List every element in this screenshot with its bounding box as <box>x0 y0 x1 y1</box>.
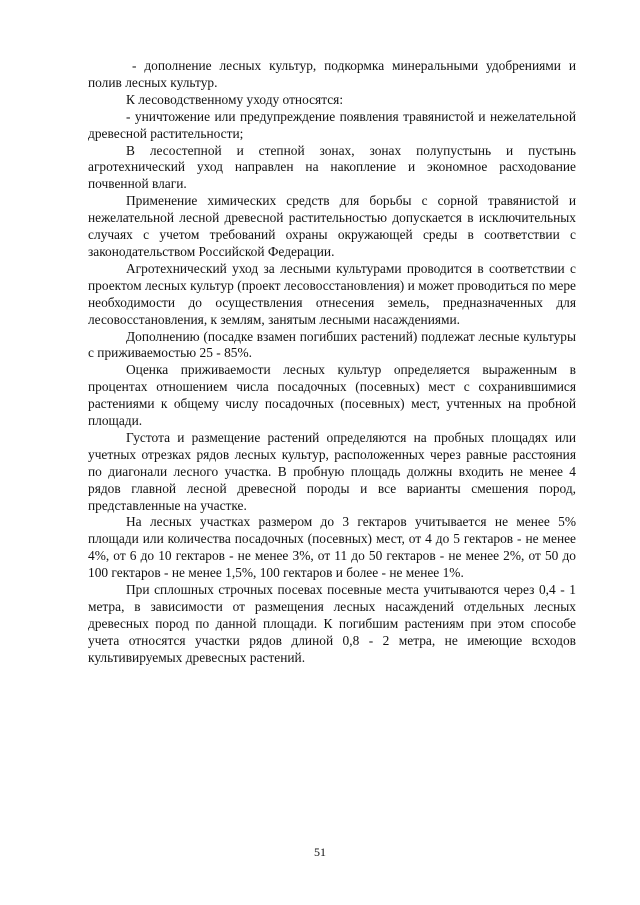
page-number: 51 <box>314 845 326 859</box>
paragraph-plot-sizes: На лесных участках размером до 3 гектаров учитывается не менее 5% площади или количества посадочных (посевных) мест, от 4 до 5 гектаров - не менее 4%, от 6 до 10 гектаров - не менее 3%, от 11 до 50 гектаров - не менее 2%, от 50 до 100 гектаров - не менее 1,5%, 100 гектаров и более - не менее 1%. <box>88 514 576 581</box>
paragraph-chemical-means: Применение химических средств для борьбы с сорной травянистой и нежелательной лесной древесной растительностью допускается в исключительных случаях с учетом требований охраны окружающей среды в соответствии с законодательством Российской Федерации. <box>88 193 576 259</box>
paragraph-weed-control: - уничтожение или предупреждение появления травянистой и нежелательной древесной растительности; <box>88 108 576 141</box>
paragraph-steppe-zones: В лесостепной и степной зонах, зонах полупустынь и пустынь агротехнический уход направлен на накопление и экономное расходование почвенной влаги. <box>88 142 576 192</box>
paragraph-fertilization: - дополнение лесных культур, подкормка минеральными удобрениями и полив лесных культур. <box>88 58 576 90</box>
body-text <box>88 58 576 667</box>
paragraph-silvicultural-care-heading: К лесоводственному уходу относятся: <box>126 91 344 107</box>
paragraph-agrotechnical-care: Агротехнический уход за лесными культурами проводится в соответствии с проектом лесных культур (проект лесовосстановления) и может проводиться по мере необходимости до осуществления отнесения земель, предназначенных для лесовосстановления, к землям, занятым лесными насаждениями. <box>88 260 576 327</box>
paragraph-density-placement: Густота и размещение растений определяются на пробных площадях или учетных отрезках рядов лесных культур, расположенных через равные расстояния по диагонали лесного участка. В пробную площадь должны входить не менее 4 рядов главной лесной древесной породы и все варианты смешения пород, представленные на участке. <box>88 429 576 513</box>
paragraph-survival-assessment: Оценка приживаемости лесных культур определяется выраженным в процентах отношением числа посадочных (посевных) мест с сохранившимися растениями к общему числу посадочных (посевных) мест, учтенных на пробной площади. <box>88 362 576 429</box>
paragraph-replanting: Дополнению (посадке взамен погибших растений) подлежат лесные культуры с приживаемостью 25 - 85%. <box>88 328 576 361</box>
paragraph-row-sowing: При сплошных строчных посевах посевные места учитываются через 0,4 - 1 метра, в зависимости от размещения лесных насаждений отдельных лесных древесных пород по данной площади. К погибшим растениям при этом способе учета относятся участки рядов длиной 0,8 - 2 метра, не имеющие всходов культивируемых древесных растений. <box>88 582 576 665</box>
